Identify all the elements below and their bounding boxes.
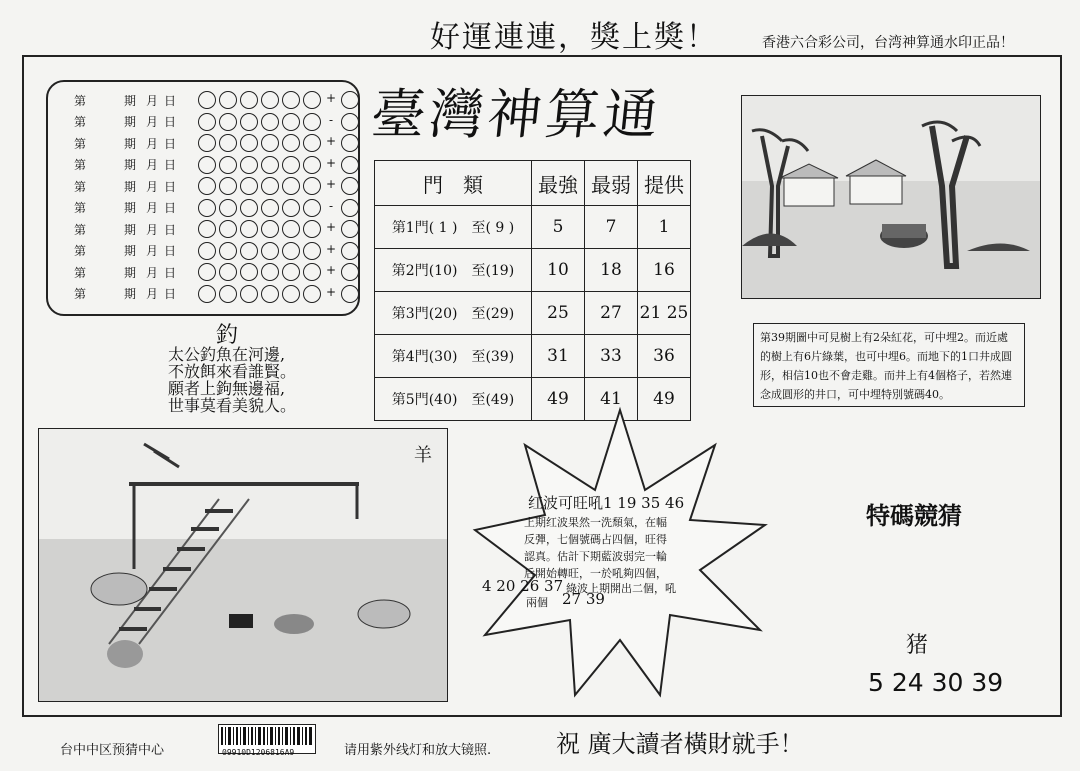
record-row-label bbox=[74, 221, 136, 238]
row-weakest: 33 bbox=[585, 335, 638, 378]
record-row bbox=[74, 219, 359, 239]
poem bbox=[168, 346, 296, 414]
record-row bbox=[74, 176, 359, 196]
star-tail-numbers: 27 39 bbox=[562, 590, 605, 608]
number-circle bbox=[219, 177, 237, 195]
record-prefix: 第 bbox=[74, 136, 87, 151]
header-category: 門 類 bbox=[375, 161, 532, 206]
record-row bbox=[74, 155, 359, 175]
table-row bbox=[375, 206, 691, 249]
number-circle bbox=[303, 263, 321, 281]
footer-center-name: 台中中区预猜中心 bbox=[60, 743, 165, 758]
number-circle bbox=[198, 285, 216, 303]
record-qi: 期 bbox=[123, 136, 136, 151]
row-range: 第5門(40) 至(49) bbox=[375, 378, 532, 421]
row-range: 第2門(10) 至(19) bbox=[375, 249, 532, 292]
number-circle bbox=[198, 113, 216, 131]
star-body-line: 后開始轉旺，一於吼夠四個， bbox=[524, 567, 667, 580]
poem-line: 不放餌來看誰賢。 bbox=[168, 362, 297, 381]
number-circle bbox=[261, 113, 279, 131]
row-strongest: 5 bbox=[532, 206, 585, 249]
record-qi: 期 bbox=[123, 115, 136, 129]
record-ri: 日 bbox=[164, 158, 177, 172]
number-circle bbox=[282, 263, 300, 281]
number-circle bbox=[303, 156, 321, 174]
record-prefix: 第 bbox=[74, 244, 87, 258]
number-circle bbox=[282, 199, 300, 217]
record-yue: 月 bbox=[146, 244, 159, 258]
poem-line: 世事莫看美貌人。 bbox=[168, 396, 297, 415]
number-circle bbox=[261, 285, 279, 303]
record-row-label bbox=[74, 285, 136, 302]
record-circles bbox=[198, 134, 359, 152]
special-guess-title: 特碼競猜 bbox=[866, 501, 962, 530]
number-circle bbox=[219, 156, 237, 174]
record-row bbox=[74, 241, 359, 261]
number-circle bbox=[219, 220, 237, 238]
record-row bbox=[74, 262, 359, 282]
record-box bbox=[46, 80, 360, 316]
zodiac-sign: 猪 bbox=[906, 633, 929, 658]
record-ri: 日 bbox=[164, 287, 177, 301]
record-row-label bbox=[74, 113, 136, 130]
record-prefix: 第 bbox=[74, 115, 87, 129]
number-circle bbox=[198, 156, 216, 174]
record-date bbox=[146, 92, 176, 109]
number-circle bbox=[303, 177, 321, 195]
number-circle bbox=[198, 220, 216, 238]
record-prefix: 第 bbox=[74, 93, 87, 108]
number-circle bbox=[198, 242, 216, 260]
special-circle bbox=[341, 242, 359, 260]
record-circles bbox=[198, 220, 359, 238]
record-ri: 日 bbox=[164, 115, 177, 129]
record-row-label bbox=[74, 199, 136, 216]
row-weakest: 18 bbox=[585, 249, 638, 292]
record-prefix: 第 bbox=[74, 287, 87, 301]
number-circle bbox=[240, 91, 258, 109]
number-circle bbox=[282, 285, 300, 303]
guess-numbers: 5 24 30 39 bbox=[868, 668, 1004, 697]
number-circle bbox=[198, 177, 216, 195]
number-circle bbox=[219, 263, 237, 281]
number-circle bbox=[240, 263, 258, 281]
record-qi: 期 bbox=[123, 287, 136, 301]
farm-illustration bbox=[38, 428, 448, 702]
table-row bbox=[375, 249, 691, 292]
record-sign: + bbox=[326, 177, 337, 191]
record-prefix: 第 bbox=[74, 179, 87, 194]
record-row-label bbox=[74, 156, 136, 173]
record-date bbox=[146, 113, 176, 130]
special-circle bbox=[341, 91, 359, 109]
record-date bbox=[146, 264, 176, 281]
farm-drawing bbox=[39, 429, 447, 701]
record-yue: 月 bbox=[146, 115, 159, 129]
record-circles bbox=[198, 199, 359, 217]
number-circle bbox=[261, 91, 279, 109]
number-circle bbox=[219, 285, 237, 303]
star-numbers: 4 20 26 37 bbox=[482, 577, 564, 595]
record-yue: 月 bbox=[146, 222, 159, 237]
number-circle bbox=[282, 91, 300, 109]
barcode-bars bbox=[219, 725, 315, 747]
record-sign: + bbox=[326, 241, 337, 256]
row-provide: 1 bbox=[638, 206, 691, 249]
record-row-label bbox=[74, 92, 136, 109]
row-weakest: 27 bbox=[585, 292, 638, 335]
number-circle bbox=[303, 285, 321, 303]
record-row bbox=[74, 198, 359, 218]
top-slogan: 好運連連，獎上獎！ bbox=[430, 20, 718, 55]
record-sign: + bbox=[326, 134, 337, 148]
special-circle bbox=[341, 220, 359, 238]
record-row bbox=[74, 112, 359, 132]
record-date bbox=[146, 242, 176, 259]
record-sign: + bbox=[326, 155, 337, 170]
number-circle bbox=[261, 177, 279, 195]
record-ri: 日 bbox=[164, 179, 177, 194]
number-circle bbox=[282, 177, 300, 195]
number-circle bbox=[303, 242, 321, 260]
footer-blessing: 祝 廣大讀者橫財就手！ bbox=[556, 730, 804, 758]
record-circles bbox=[198, 242, 359, 260]
category-table bbox=[374, 160, 691, 421]
number-circle bbox=[240, 113, 258, 131]
record-circles bbox=[198, 113, 359, 131]
page-title: 臺灣神算通 bbox=[368, 83, 665, 146]
row-range: 第4門(30) 至(39) bbox=[375, 335, 532, 378]
record-qi: 期 bbox=[123, 201, 136, 215]
landscape-illustration bbox=[741, 95, 1041, 299]
row-strongest: 31 bbox=[532, 335, 585, 378]
star-headline: 红波可旺吼1 19 35 46 bbox=[528, 494, 685, 512]
number-circle bbox=[198, 91, 216, 109]
record-date bbox=[146, 199, 176, 216]
row-strongest: 10 bbox=[532, 249, 585, 292]
record-yue: 月 bbox=[146, 93, 159, 108]
footer-instruction: 请用紫外线灯和放大镜照. bbox=[344, 743, 492, 758]
star-body-line: 上期红波果然一洗頹氣，在幅 bbox=[524, 516, 667, 529]
number-circle bbox=[240, 285, 258, 303]
number-circle bbox=[282, 220, 300, 238]
special-circle bbox=[341, 263, 359, 281]
note-text: 第39期圖中可見樹上有2朵紅花，可中埋2。而近處的樹上有6片綠葉，也可中埋6。而地下的1口井成圓形，相信10也不會走雞。而井上有4個格子，若然連念成圓形的井口，可中埋特別號碼40。 bbox=[753, 323, 1025, 407]
number-circle bbox=[303, 134, 321, 152]
record-date bbox=[146, 156, 176, 173]
number-circle bbox=[219, 199, 237, 217]
number-circle bbox=[240, 220, 258, 238]
record-yue: 月 bbox=[146, 136, 159, 151]
landscape-drawing bbox=[742, 96, 1040, 298]
record-row bbox=[74, 90, 359, 110]
number-circle bbox=[240, 242, 258, 260]
number-circle bbox=[219, 134, 237, 152]
table-header-row bbox=[375, 161, 691, 206]
record-qi: 期 bbox=[123, 222, 136, 237]
number-circle bbox=[219, 113, 237, 131]
record-yue: 月 bbox=[146, 265, 159, 280]
number-circle bbox=[219, 91, 237, 109]
number-circle bbox=[198, 199, 216, 217]
record-prefix: 第 bbox=[74, 201, 87, 215]
number-circle bbox=[261, 199, 279, 217]
header-provide: 提供 bbox=[638, 161, 691, 206]
star-body-line: 認真。估計下期藍波弱完一輪 bbox=[524, 550, 667, 563]
row-strongest: 49 bbox=[532, 378, 585, 421]
record-date bbox=[146, 285, 176, 302]
record-qi: 期 bbox=[123, 158, 136, 172]
record-sign: + bbox=[326, 91, 337, 105]
row-provide: 16 bbox=[638, 249, 691, 292]
record-row-label bbox=[74, 135, 136, 152]
record-yue: 月 bbox=[146, 179, 159, 194]
number-circle bbox=[240, 177, 258, 195]
star-tail: 綠波上期開出二個，吼 bbox=[566, 582, 676, 595]
poem-title: 釣 bbox=[216, 323, 239, 348]
record-yue: 月 bbox=[146, 201, 159, 215]
number-circle bbox=[282, 242, 300, 260]
header-strongest: 最強 bbox=[532, 161, 585, 206]
number-circle bbox=[282, 113, 300, 131]
record-row bbox=[74, 284, 359, 304]
record-circles bbox=[198, 177, 359, 195]
row-weakest: 7 bbox=[585, 206, 638, 249]
row-range: 第1門( 1 ) 至( 9 ) bbox=[375, 206, 532, 249]
star-tail2: 兩個 bbox=[526, 596, 548, 609]
number-circle bbox=[303, 91, 321, 109]
record-row bbox=[74, 133, 359, 153]
special-circle bbox=[341, 156, 359, 174]
record-ri: 日 bbox=[164, 201, 177, 215]
record-circles bbox=[198, 156, 359, 174]
number-circle bbox=[240, 199, 258, 217]
special-circle bbox=[341, 177, 359, 195]
poem-line: 太公釣魚在河邊, bbox=[168, 345, 286, 364]
table-row bbox=[375, 335, 691, 378]
record-circles bbox=[198, 91, 359, 109]
row-strongest: 25 bbox=[532, 292, 585, 335]
number-circle bbox=[282, 134, 300, 152]
number-circle bbox=[303, 199, 321, 217]
record-date bbox=[146, 135, 176, 152]
number-circle bbox=[303, 220, 321, 238]
record-prefix: 第 bbox=[74, 265, 87, 280]
record-sign: + bbox=[326, 263, 337, 277]
star-body-line: 反彈，七個號碼占四個，旺得 bbox=[524, 533, 667, 546]
row-provide: 36 bbox=[638, 335, 691, 378]
record-sign: + bbox=[326, 220, 337, 234]
record-prefix: 第 bbox=[74, 158, 87, 172]
record-row-label bbox=[74, 242, 136, 259]
special-circle bbox=[341, 113, 359, 131]
record-ri: 日 bbox=[164, 265, 177, 280]
record-qi: 期 bbox=[123, 179, 136, 194]
record-ri: 日 bbox=[164, 136, 177, 151]
poem-line: 願者上鉤無邊福, bbox=[168, 379, 286, 398]
record-row-label bbox=[74, 178, 136, 195]
record-sign: + bbox=[326, 284, 337, 299]
record-yue: 月 bbox=[146, 158, 159, 172]
record-circles bbox=[198, 263, 359, 281]
number-circle bbox=[261, 134, 279, 152]
record-ri: 日 bbox=[164, 244, 177, 258]
record-qi: 期 bbox=[123, 265, 136, 280]
record-prefix: 第 bbox=[74, 222, 87, 237]
sheep-label: 羊 bbox=[414, 445, 432, 466]
number-circle bbox=[198, 263, 216, 281]
record-qi: 期 bbox=[123, 244, 136, 258]
number-circle bbox=[219, 242, 237, 260]
table-row bbox=[375, 292, 691, 335]
record-ri: 日 bbox=[164, 93, 177, 108]
record-sign: - bbox=[329, 198, 334, 213]
row-provide: 21 25 bbox=[638, 292, 691, 335]
number-circle bbox=[282, 156, 300, 174]
record-sign: - bbox=[329, 112, 334, 127]
record-date bbox=[146, 178, 176, 195]
record-ri: 日 bbox=[164, 222, 177, 237]
number-circle bbox=[240, 156, 258, 174]
number-circle bbox=[261, 263, 279, 281]
number-circle bbox=[240, 134, 258, 152]
record-circles bbox=[198, 285, 359, 303]
special-circle bbox=[341, 285, 359, 303]
number-circle bbox=[261, 220, 279, 238]
special-circle bbox=[341, 134, 359, 152]
record-yue: 月 bbox=[146, 287, 159, 301]
number-circle bbox=[261, 156, 279, 174]
record-qi: 期 bbox=[123, 93, 136, 108]
row-range: 第3門(20) 至(29) bbox=[375, 292, 532, 335]
row-provide: 49 bbox=[638, 378, 691, 421]
barcode-number: 09910D1206816A9 bbox=[222, 748, 295, 757]
number-circle bbox=[303, 113, 321, 131]
header-weakest: 最弱 bbox=[585, 161, 638, 206]
number-circle bbox=[261, 242, 279, 260]
record-date bbox=[146, 221, 176, 238]
number-circle bbox=[198, 134, 216, 152]
row-weakest: 41 bbox=[585, 378, 638, 421]
record-row-label bbox=[74, 264, 136, 281]
special-circle bbox=[341, 199, 359, 217]
watermark-note: 香港六合彩公司，台湾神算通水印正品！ bbox=[762, 35, 1014, 51]
